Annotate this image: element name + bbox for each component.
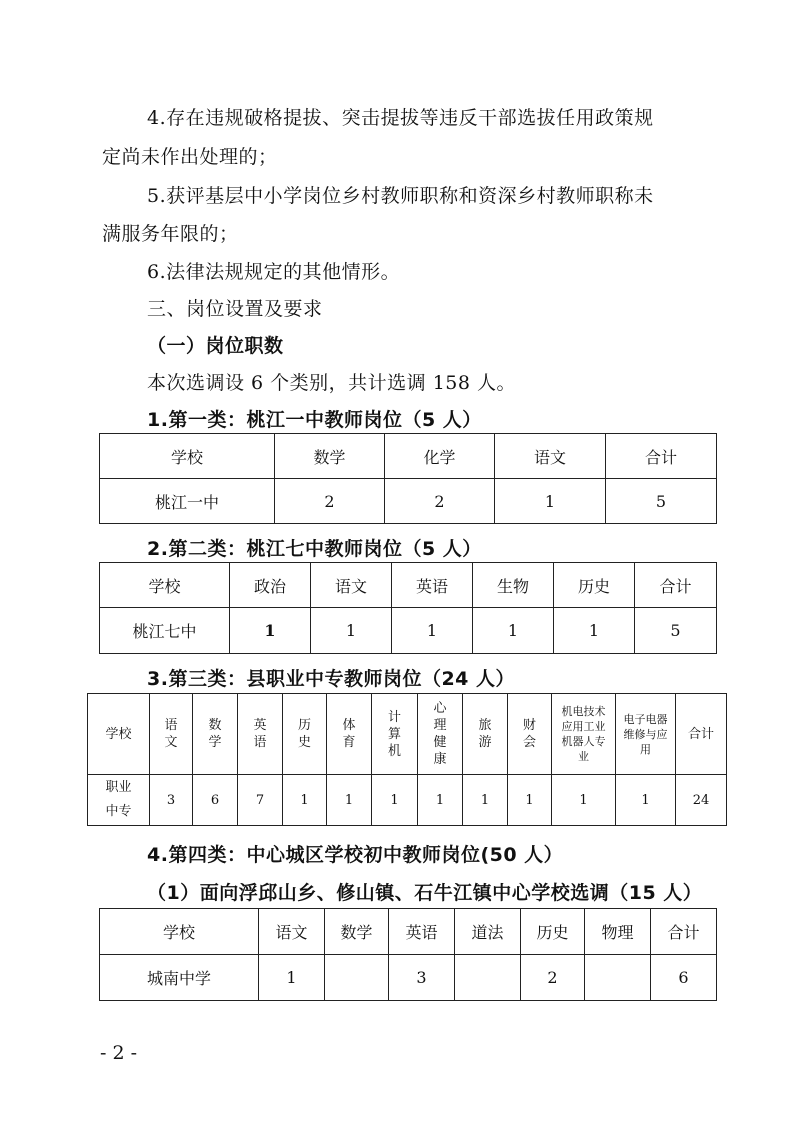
category-3-table: [87, 693, 727, 826]
category-4-table: [99, 908, 717, 1001]
table-cell: 24: [676, 775, 727, 826]
paragraph-4-line1: 4.存在违规破格提拔、突击提拔等违反干部选拔任用政策规: [147, 107, 654, 129]
table-cell: 3: [389, 955, 455, 1001]
header-label: 历史: [297, 718, 311, 750]
table-cell: 1: [392, 608, 473, 654]
category-3-heading: 3.第三类：县职业中专教师岗位（24 人）: [147, 668, 515, 690]
header-cell: 政治: [230, 563, 311, 608]
header-label: 计算机: [387, 709, 401, 759]
header-cell: 合计: [635, 563, 717, 608]
category-2-heading: 2.第二类：桃江七中教师岗位（5 人）: [147, 538, 482, 560]
paragraph-5-line1: 5.获评基层中小学岗位乡村教师职称和资深乡村教师职称未: [147, 185, 654, 207]
table-cell: 城南中学: [100, 955, 259, 1001]
header-cell: [418, 694, 463, 775]
category-1-heading: 1.第一类：桃江一中教师岗位（5 人）: [147, 409, 482, 431]
header-label: 数学: [208, 718, 222, 750]
header-cell: 数学: [325, 909, 389, 955]
header-cell: [372, 694, 418, 775]
table-cell: 6: [193, 775, 238, 826]
table-cell: 1: [552, 775, 616, 826]
header-cell: 语文: [259, 909, 325, 955]
header-cell: 历史: [521, 909, 585, 955]
header-cell: 合计: [651, 909, 717, 955]
header-cell: [283, 694, 327, 775]
section-heading-3: 三、岗位设置及要求: [147, 298, 323, 320]
header-cell: 英语: [392, 563, 473, 608]
subsection-heading-1: （一）岗位职数: [147, 335, 284, 357]
summary-text: 本次选调设 6 个类别，共计选调 158 人。: [147, 372, 517, 394]
header-cell: 学校: [100, 909, 259, 955]
table-cell: 桃江七中: [100, 608, 230, 654]
table-cell: 1: [311, 608, 392, 654]
header-cell: [552, 694, 616, 775]
table-cell: [455, 955, 521, 1001]
header-cell: [463, 694, 508, 775]
table-header-row: [88, 694, 727, 775]
table-cell: [325, 955, 389, 1001]
header-cell: 数学: [275, 434, 385, 479]
header-cell: 历史: [554, 563, 635, 608]
header-cell: [193, 694, 238, 775]
header-cell: 合计: [606, 434, 717, 479]
table-cell: 1: [463, 775, 508, 826]
table-cell: 1: [372, 775, 418, 826]
table-cell: 6: [651, 955, 717, 1001]
table-cell: 1: [327, 775, 372, 826]
header-label: 心理健康: [433, 701, 447, 767]
table-cell: 2: [385, 479, 495, 524]
table-cell: 1: [554, 608, 635, 654]
category-1-table: [99, 433, 717, 524]
table-row: [88, 775, 727, 826]
table-cell: 桃江一中: [100, 479, 275, 524]
header-cell: [327, 694, 372, 775]
table-cell: [585, 955, 651, 1001]
table-header-row: [100, 434, 717, 479]
header-cell: 学校: [100, 434, 275, 479]
table-cell: 1: [616, 775, 676, 826]
header-label: 电子电器维修与应用: [623, 712, 668, 756]
header-cell: 学校: [88, 694, 150, 775]
header-cell: 合计: [676, 694, 727, 775]
table-cell: 3: [150, 775, 193, 826]
table-cell: 1: [283, 775, 327, 826]
table-header-row: [100, 563, 717, 608]
paragraph-6: 6.法律法规规定的其他情形。: [147, 261, 401, 283]
header-cell: 化学: [385, 434, 495, 479]
header-cell: 英语: [389, 909, 455, 955]
header-label: 英语: [253, 718, 267, 750]
table-cell: [88, 775, 150, 826]
header-label: 机电技术应用工业机器人专业: [561, 705, 606, 763]
table-row: [100, 955, 717, 1001]
table-row: [100, 608, 717, 654]
table-cell: 2: [275, 479, 385, 524]
category-4-heading: 4.第四类：中心城区学校初中教师岗位(50 人）: [147, 844, 564, 866]
table-cell: 5: [635, 608, 717, 654]
table-cell: 1: [508, 775, 552, 826]
table-cell: 1: [495, 479, 606, 524]
table-cell: 2: [521, 955, 585, 1001]
table-cell: 7: [238, 775, 283, 826]
header-cell: [150, 694, 193, 775]
header-cell: 学校: [100, 563, 230, 608]
header-cell: 语文: [311, 563, 392, 608]
table-cell: 1: [230, 608, 311, 654]
header-label: 财会: [522, 718, 536, 750]
header-cell: [508, 694, 552, 775]
header-cell: 生物: [473, 563, 554, 608]
header-label: 旅游: [478, 718, 492, 750]
header-label: 语文: [164, 718, 178, 750]
category-4-subheading: （1）面向浮邱山乡、修山镇、石牛江镇中心学校选调（15 人）: [147, 882, 703, 904]
table-cell: 5: [606, 479, 717, 524]
cell-label: 职业中专: [105, 780, 132, 819]
header-cell: [238, 694, 283, 775]
header-cell: 物理: [585, 909, 651, 955]
table-header-row: [100, 909, 717, 955]
table-cell: 1: [418, 775, 463, 826]
header-cell: 语文: [495, 434, 606, 479]
table-row: [100, 479, 717, 524]
category-2-table: [99, 562, 717, 654]
header-cell: [616, 694, 676, 775]
header-cell: 道法: [455, 909, 521, 955]
paragraph-5-line2: 满服务年限的；: [102, 223, 239, 245]
header-label: 体育: [342, 718, 356, 750]
table-cell: 1: [473, 608, 554, 654]
table-cell: 1: [259, 955, 325, 1001]
page-number: - 2 -: [100, 1042, 138, 1064]
paragraph-4-line2: 定尚未作出处理的；: [102, 146, 278, 168]
